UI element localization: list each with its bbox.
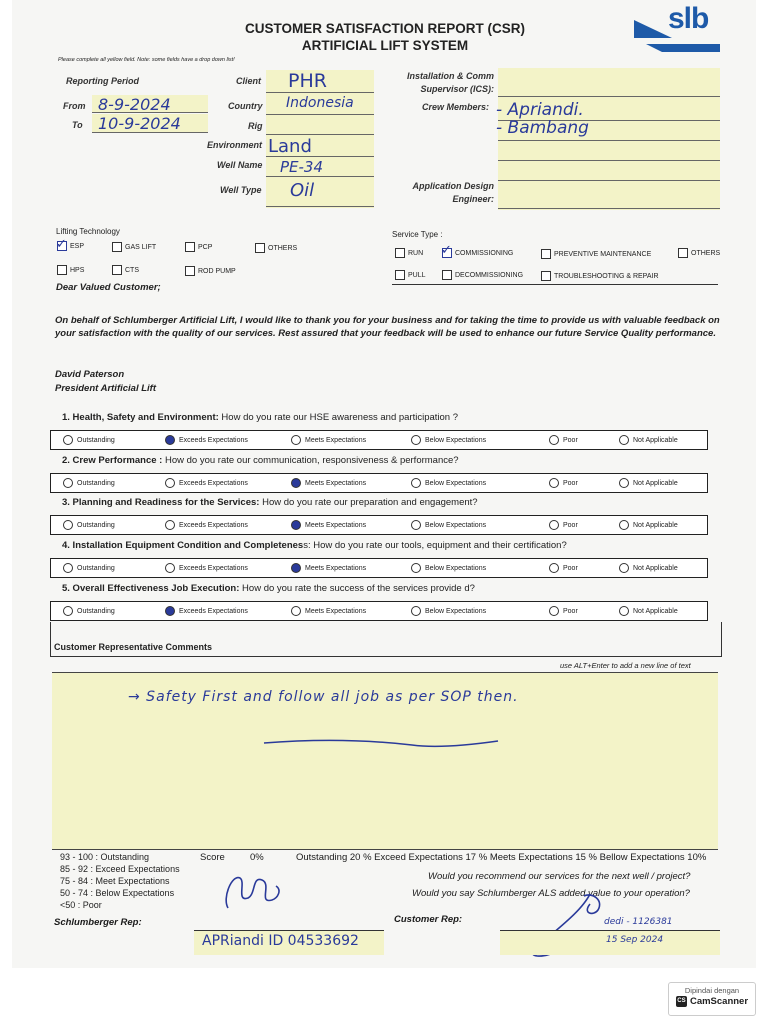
- q3-exceeds[interactable]: [165, 520, 248, 530]
- slb-rep-signature: [218, 868, 288, 918]
- client-value: PHR: [288, 70, 327, 92]
- value-question: Would you say Schlumberger ALS added value to your operation?: [412, 888, 690, 899]
- q1-na-label: Not Applicable: [633, 436, 678, 444]
- q5-na-radio[interactable]: [619, 606, 629, 616]
- q2-meets-radio-selected[interactable]: [291, 478, 301, 488]
- question-1-text: How do you rate our HSE awareness and participation ?: [218, 412, 459, 423]
- q3-poor-label: Poor: [563, 521, 578, 529]
- q2-poor-radio[interactable]: [549, 478, 559, 488]
- q2-below-label: Below Expectations: [425, 479, 487, 487]
- score-range-5: <50 : Poor: [60, 900, 102, 910]
- q2-exceeds-label: Exceeds Expectations: [179, 479, 248, 487]
- service-run-checkbox[interactable]: [395, 248, 405, 258]
- from-label: From: [63, 101, 86, 111]
- q5-meets-radio[interactable]: [291, 606, 301, 616]
- lift-cts-checkbox[interactable]: [112, 265, 122, 275]
- q5-meets[interactable]: [291, 606, 366, 616]
- comments-text: → Safety First and follow all job as per SOP then.: [128, 689, 519, 705]
- q4-meets-radio-selected[interactable]: [291, 563, 301, 573]
- report-title: [200, 20, 570, 54]
- to-value: 10-9-2024: [98, 114, 181, 133]
- question-1-title: [62, 412, 458, 423]
- q1-poor-label: Poor: [563, 436, 578, 444]
- question-1-heading: 1. Health, Safety and Environment:: [62, 412, 219, 423]
- crew-field-4[interactable]: [498, 162, 720, 181]
- service-troubleshooting-label: TROUBLESHOOTING & REPAIR: [554, 272, 659, 280]
- slb-logo: [632, 2, 724, 56]
- q1-na-radio[interactable]: [619, 435, 629, 445]
- ade-label-line2: Engineer:: [452, 194, 494, 204]
- country-value: Indonesia: [286, 95, 354, 111]
- q1-meets-label: Meets Expectations: [305, 436, 367, 444]
- ics-label-line1: Installation & Comm: [406, 71, 494, 81]
- lift-hps-label: HPS: [70, 266, 85, 274]
- q1-na[interactable]: [619, 435, 678, 445]
- well-name-field[interactable]: [266, 158, 374, 177]
- q1-outstanding-radio[interactable]: [63, 435, 73, 445]
- client-label: Client: [236, 76, 262, 86]
- q5-poor-label: Poor: [563, 607, 578, 615]
- client-field[interactable]: [266, 70, 374, 93]
- recommend-question: Would you recommend our services for the next well / project?: [428, 871, 691, 882]
- service-divider: [392, 284, 718, 285]
- letter-body: On behalf of Schlumberger Artificial Lift, I would like to thank you for your business and for taking the time to provide us with valuable feedback on your satisfaction with the quality of our services. Rest assured that your feedback will be used to enhance our future Service Quality performance.: [55, 315, 720, 339]
- question-2-title: [62, 455, 459, 466]
- lift-cts[interactable]: [112, 265, 139, 275]
- q4-outstanding-label: Outstanding: [77, 564, 115, 572]
- country-field[interactable]: [266, 94, 374, 115]
- score-range-1: 93 - 100 : Outstanding: [60, 852, 150, 862]
- q4-exceeds-label: Exceeds Expectations: [179, 564, 248, 572]
- q4-below-label: Below Expectations: [425, 564, 487, 572]
- q2-outstanding-label: Outstanding: [77, 479, 115, 487]
- q3-meets-label: Meets Expectations: [305, 521, 367, 529]
- lift-gas-checkbox[interactable]: [112, 242, 122, 252]
- service-commissioning-label: COMMISSIONING: [455, 249, 514, 257]
- q4-below[interactable]: [411, 563, 486, 573]
- crew-value-1: - Apriandi.: [496, 100, 584, 120]
- ics-label-line2: Supervisor (ICS):: [420, 84, 494, 94]
- q2-meets-label: Meets Expectations: [305, 479, 367, 487]
- question-5-text: How do you rate the success of the services provide d?: [239, 583, 475, 594]
- question-5-ratings: [50, 601, 708, 621]
- service-run[interactable]: [395, 248, 423, 258]
- question-1-ratings: [50, 430, 708, 450]
- q5-below[interactable]: [411, 606, 486, 616]
- question-5-title: [62, 583, 475, 594]
- q1-exceeds-label: Exceeds Expectations: [179, 436, 248, 444]
- q4-exceeds[interactable]: [165, 563, 248, 573]
- score-range-3: 75 - 84 : Meet Expectations: [60, 876, 170, 886]
- watermark-line1: Dipindai dengan: [684, 986, 740, 995]
- service-troubleshooting-checkbox[interactable]: [541, 271, 551, 281]
- form-note: Please complete all yellow field. Note: some fields have a drop down list!: [58, 57, 235, 63]
- q1-meets[interactable]: [291, 435, 366, 445]
- q1-poor[interactable]: [549, 435, 578, 445]
- q4-poor-radio[interactable]: [549, 563, 559, 573]
- slb-logo-text: slb: [668, 2, 709, 35]
- q3-exceeds-radio[interactable]: [165, 520, 175, 530]
- q3-below-radio[interactable]: [411, 520, 421, 530]
- well-type-label: Well Type: [220, 185, 262, 195]
- q4-na-label: Not Applicable: [633, 564, 678, 572]
- q3-na-radio[interactable]: [619, 520, 629, 530]
- score-range-2: 85 - 92 : Exceed Expectations: [60, 864, 180, 874]
- lift-pcp[interactable]: [185, 242, 212, 252]
- watermark-line2: CamScanner: [689, 996, 749, 1007]
- q4-poor[interactable]: [549, 563, 578, 573]
- well-name-value: PE-34: [280, 158, 324, 176]
- question-3-title: [62, 497, 478, 508]
- crew-label: Crew Members:: [422, 102, 490, 112]
- q3-exceeds-label: Exceeds Expectations: [179, 521, 248, 529]
- service-preventive[interactable]: [541, 249, 651, 259]
- score-value: 0%: [250, 852, 264, 863]
- q2-poor[interactable]: [549, 478, 578, 488]
- q2-poor-label: Poor: [563, 479, 578, 487]
- question-5-heading: 5. Overall Effectiveness Job Execution:: [62, 583, 240, 594]
- customer-rep-date: 15 Sep 2024: [606, 935, 664, 945]
- q1-exceeds-radio-selected[interactable]: [165, 435, 175, 445]
- country-label: Country: [228, 101, 263, 111]
- service-run-label: RUN: [408, 249, 424, 257]
- q1-meets-radio[interactable]: [291, 435, 301, 445]
- q3-poor[interactable]: [549, 520, 578, 530]
- ics-field[interactable]: [498, 68, 720, 97]
- question-4-ratings: [50, 558, 708, 578]
- customer-rep-field[interactable]: [500, 917, 720, 955]
- q4-exceeds-radio[interactable]: [165, 563, 175, 573]
- environment-label: Environment: [207, 140, 263, 150]
- q3-na[interactable]: [619, 520, 678, 530]
- q4-meets[interactable]: [291, 563, 366, 573]
- service-others[interactable]: [678, 248, 720, 258]
- q2-outstanding-radio[interactable]: [63, 478, 73, 488]
- service-preventive-label: PREVENTIVE MAINTENANCE: [554, 250, 652, 258]
- slb-rep-label: Schlumberger Rep:: [54, 917, 142, 928]
- comments-underline-stroke: [262, 737, 502, 757]
- q4-below-radio[interactable]: [411, 563, 421, 573]
- service-others-checkbox[interactable]: [678, 248, 688, 258]
- lifting-title: Lifting Technology: [56, 227, 120, 236]
- q1-below-label: Below Expectations: [425, 436, 487, 444]
- report-title-line2: ARTIFICIAL LIFT SYSTEM: [301, 38, 469, 53]
- lift-rod-checkbox[interactable]: [185, 266, 195, 276]
- q5-outstanding-label: Outstanding: [77, 607, 115, 615]
- well-type-value: Oil: [290, 180, 315, 201]
- q1-below-radio[interactable]: [411, 435, 421, 445]
- service-commissioning[interactable]: [442, 248, 513, 258]
- lift-pcp-checkbox[interactable]: [185, 242, 195, 252]
- lift-gas-label: GAS LIFT: [125, 243, 157, 251]
- q1-outstanding[interactable]: [63, 435, 115, 445]
- question-4-heading: 4. Installation Equipment Condition and Completenes: [62, 540, 304, 551]
- question-3-heading: 3. Planning and Readiness for the Services:: [62, 497, 260, 508]
- q3-outstanding-label: Outstanding: [77, 521, 115, 529]
- question-3-ratings: [50, 515, 708, 535]
- q2-exceeds-radio[interactable]: [165, 478, 175, 488]
- ics-label: [406, 70, 494, 96]
- q4-outstanding-radio[interactable]: [63, 563, 73, 573]
- environment-field[interactable]: [266, 136, 374, 157]
- score-label: Score: [200, 852, 225, 863]
- lift-hps-checkbox[interactable]: [57, 265, 67, 275]
- q4-meets-label: Meets Expectations: [305, 564, 367, 572]
- q2-na-label: Not Applicable: [633, 479, 678, 487]
- q4-na[interactable]: [619, 563, 678, 573]
- service-preventive-checkbox[interactable]: [541, 249, 551, 259]
- q2-outstanding[interactable]: [63, 478, 115, 488]
- service-decommissioning-checkbox[interactable]: [442, 270, 452, 280]
- q5-na[interactable]: [619, 606, 678, 616]
- watermark-line2-row: [669, 996, 755, 1007]
- slb-rep-name: APRiandi ID 04533692: [202, 933, 359, 949]
- from-value: 8-9-2024: [98, 95, 171, 114]
- greeting: Dear Valued Customer;: [56, 282, 161, 293]
- comments-hint: use ALT+Enter to add a new line of text: [560, 661, 691, 670]
- q5-poor[interactable]: [549, 606, 578, 616]
- q5-exceeds-label: Exceeds Expectations: [179, 607, 248, 615]
- q2-meets[interactable]: [291, 478, 366, 488]
- question-2-ratings: [50, 473, 708, 493]
- q2-exceeds[interactable]: [165, 478, 248, 488]
- crew-value-2: - Bambang: [496, 118, 589, 138]
- crew-field-3[interactable]: [498, 142, 720, 161]
- camscanner-watermark: [668, 982, 756, 1016]
- question-4-title: [62, 540, 567, 551]
- ade-field[interactable]: [498, 182, 720, 209]
- q3-below[interactable]: [411, 520, 486, 530]
- q4-poor-label: Poor: [563, 564, 578, 572]
- well-name-label: Well Name: [217, 160, 263, 170]
- q2-na[interactable]: [619, 478, 678, 488]
- q2-below-radio[interactable]: [411, 478, 421, 488]
- q1-outstanding-label: Outstanding: [77, 436, 115, 444]
- report-title-line1: CUSTOMER SATISFACTION REPORT (CSR): [244, 21, 525, 36]
- lift-hps[interactable]: [57, 265, 84, 275]
- q5-poor-radio[interactable]: [549, 606, 559, 616]
- service-decommissioning-label: DECOMMISSIONING: [455, 271, 524, 279]
- camscanner-icon: CS: [676, 996, 687, 1007]
- q1-poor-radio[interactable]: [549, 435, 559, 445]
- well-type-field[interactable]: [266, 180, 374, 207]
- rig-field[interactable]: [266, 116, 374, 135]
- lift-others-checkbox[interactable]: [255, 243, 265, 253]
- environment-value: Land: [268, 136, 312, 157]
- service-decommissioning[interactable]: [442, 270, 523, 280]
- lift-esp-label: ESP: [70, 242, 85, 250]
- service-pull-label: PULL: [408, 271, 426, 279]
- q3-poor-radio[interactable]: [549, 520, 559, 530]
- signer-name: David Paterson: [55, 369, 125, 380]
- lift-others-label: OTHERS: [268, 244, 298, 252]
- q3-outstanding[interactable]: [63, 520, 115, 530]
- lift-pcp-label: PCP: [198, 243, 213, 251]
- q5-below-radio[interactable]: [411, 606, 421, 616]
- question-3-text: How do you rate our preparation and engagement?: [259, 497, 478, 508]
- customer-rep-name: dedi - 1126381: [604, 917, 673, 927]
- lift-others[interactable]: [255, 243, 297, 253]
- comments-title: Customer Representative Comments: [54, 642, 213, 652]
- to-label: To: [72, 120, 83, 130]
- to-field[interactable]: [92, 114, 208, 133]
- ade-label-line1: Application Design: [412, 181, 494, 191]
- service-pull[interactable]: [395, 270, 426, 280]
- lift-rod-label: ROD PUMP: [198, 267, 236, 275]
- question-2-text: How do you rate our communication, responsiveness & performance?: [162, 455, 459, 466]
- comments-box[interactable]: [52, 672, 718, 850]
- score-range-4: 50 - 74 : Below Expectations: [60, 888, 175, 898]
- q3-below-label: Below Expectations: [425, 521, 487, 529]
- reporting-period-label: Reporting Period: [66, 76, 140, 86]
- q5-na-label: Not Applicable: [633, 607, 678, 615]
- score-ranges: [60, 851, 180, 911]
- service-title: Service Type :: [392, 230, 443, 239]
- q5-below-label: Below Expectations: [425, 607, 487, 615]
- q1-exceeds[interactable]: [165, 435, 248, 445]
- commissioning-check-mark: ✓: [441, 242, 452, 257]
- score-weights: Outstanding 20 % Exceed Expectations 17 % Meets Expectations 15 % Bellow Expectations 10%: [296, 852, 707, 863]
- lift-gas[interactable]: [112, 242, 156, 252]
- ade-label: [408, 180, 494, 206]
- q5-exceeds[interactable]: [165, 606, 248, 616]
- from-field[interactable]: [92, 95, 208, 113]
- customer-rep-label: Customer Rep:: [394, 914, 463, 925]
- lift-cts-label: CTS: [125, 266, 139, 274]
- question-4-text: s: How do you rate our tools, equipment and their certification?: [303, 540, 567, 551]
- q1-below[interactable]: [411, 435, 486, 445]
- q3-na-label: Not Applicable: [633, 521, 678, 529]
- q2-na-radio[interactable]: [619, 478, 629, 488]
- q3-outstanding-radio[interactable]: [63, 520, 73, 530]
- q3-meets[interactable]: [291, 520, 366, 530]
- q2-below[interactable]: [411, 478, 486, 488]
- rig-label: Rig: [248, 121, 263, 131]
- q5-outstanding-radio[interactable]: [63, 606, 73, 616]
- lift-rod[interactable]: [185, 266, 236, 276]
- service-pull-checkbox[interactable]: [395, 270, 405, 280]
- q5-exceeds-radio-selected[interactable]: [165, 606, 175, 616]
- signer-title: President Artificial Lift: [55, 383, 156, 394]
- q5-outstanding[interactable]: [63, 606, 115, 616]
- q4-na-radio[interactable]: [619, 563, 629, 573]
- service-others-label: OTHERS: [691, 249, 721, 257]
- q5-meets-label: Meets Expectations: [305, 607, 367, 615]
- esp-check-mark: ✓: [56, 236, 67, 251]
- q4-outstanding[interactable]: [63, 563, 115, 573]
- q3-meets-radio-selected[interactable]: [291, 520, 301, 530]
- slb-rep-field[interactable]: [194, 930, 384, 955]
- service-troubleshooting[interactable]: [541, 271, 659, 281]
- question-2-heading: 2. Crew Performance :: [62, 455, 163, 466]
